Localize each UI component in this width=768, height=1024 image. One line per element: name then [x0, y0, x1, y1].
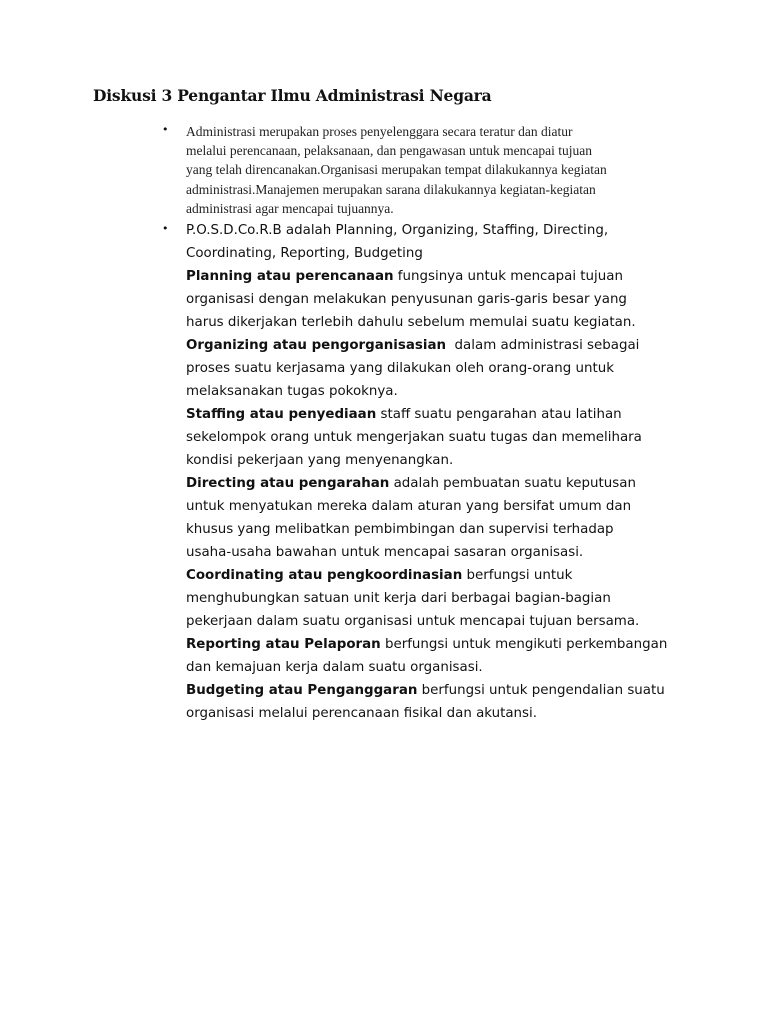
staffing-term: Staffing atau penyediaan [186, 407, 377, 422]
bullet-icon: • [162, 123, 169, 136]
directing-term: Directing atau pengarahan [186, 476, 390, 491]
bullet-icon: • [162, 222, 169, 235]
bullet-item-posdcorb [186, 219, 686, 725]
staffing-line: kondisi pekerjaan yang menyenangkan. [186, 453, 454, 468]
posdcorb-intro-line: Coordinating, Reporting, Budgeting [186, 246, 423, 261]
text-line: melalui perencanaan, pelaksanaan, dan pengawasan untuk mencapai tujuan [186, 143, 592, 159]
budgeting-first-line [186, 679, 686, 702]
coordinating-line: pekerjaan dalam suatu organisasi untuk mencapai tujuan bersama. [186, 614, 640, 629]
organizing-description: dalam administrasi sebagai [446, 338, 640, 353]
directing-description: adalah pembuatan suatu keputusan [389, 476, 636, 491]
organizing-first-line [186, 334, 686, 357]
staffing-description: staff suatu pengarahan atau latihan [376, 407, 622, 422]
budgeting-term: Budgeting atau Penganggaran [186, 683, 418, 698]
reporting-description: berfungsi untuk mengikuti perkembangan [380, 637, 668, 652]
budgeting-line: organisasi melalui perencanaan fisikal dan akutansi. [186, 706, 537, 721]
reporting-line: dan kemajuan kerja dalam suatu organisasi. [186, 660, 483, 675]
organizing-term: Organizing atau pengorganisasian [186, 338, 447, 353]
reporting-term: Reporting atau Pelaporan [186, 637, 381, 652]
directing-first-line [186, 472, 686, 495]
text-line: Administrasi merupakan proses penyelenggara secara teratur dan diatur [186, 124, 573, 139]
organizing-line: melaksanakan tugas pokoknya. [186, 384, 398, 399]
planning-term: Planning atau perencanaan [186, 269, 394, 284]
document-title: Diskusi 3 Pengantar Ilmu Administrasi Negara [93, 86, 492, 105]
planning-first-line [186, 265, 686, 288]
planning-line: organisasi dengan melakukan penyusunan garis-garis besar yang [186, 292, 627, 307]
staffing-first-line [186, 403, 686, 426]
text-line: administrasi.Manajemen merupakan sarana dilakukannya kegiatan-kegiatan [186, 181, 596, 197]
directing-line: usaha-usaha bawahan untuk mencapai sasaran organisasi. [186, 545, 584, 560]
coordinating-line: menghubungkan satuan unit kerja dari berbagai bagian-bagian [186, 591, 611, 606]
coordinating-term: Coordinating atau pengkoordinasian [186, 568, 463, 583]
reporting-first-line [186, 633, 686, 656]
text-line: administrasi agar mencapai tujuannya. [186, 200, 394, 216]
budgeting-description: berfungsi untuk pengendalian suatu [417, 683, 665, 698]
posdcorb-intro-line: P.O.S.D.Co.R.B adalah Planning, Organizing, Staffing, Directing, [186, 223, 609, 238]
text-line: yang telah direncanakan.Organisasi merupakan tempat dilakukannya kegiatan [186, 162, 607, 178]
coordinating-description: berfungsi untuk [462, 568, 573, 583]
planning-description: fungsinya untuk mencapai tujuan [393, 269, 623, 284]
organizing-line: proses suatu kerjasama yang dilakukan oleh orang-orang untuk [186, 361, 614, 376]
staffing-line: sekelompok orang untuk mengerjakan suatu tugas dan memelihara [186, 430, 642, 445]
directing-line: khusus yang melibatkan pembimbingan dan supervisi terhadap [186, 522, 614, 537]
coordinating-first-line [186, 564, 686, 587]
planning-line: harus dikerjakan terlebih dahulu sebelum memulai suatu kegiatan. [186, 315, 636, 330]
bullet-item-administrasi [186, 122, 656, 218]
directing-line: untuk menyatukan mereka dalam aturan yang bersifat umum dan [186, 499, 632, 514]
